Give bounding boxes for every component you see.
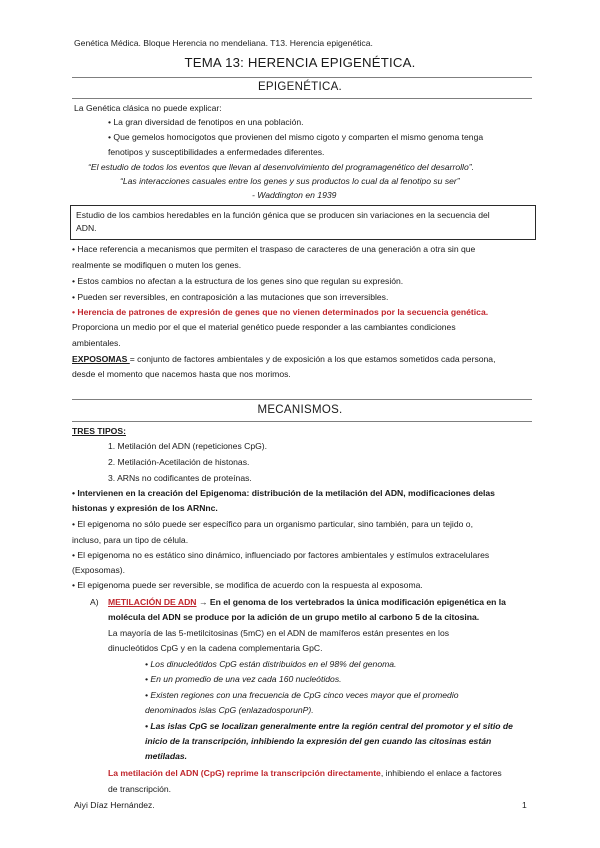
list-item: 1. Metilación del ADN (repeticiones CpG). bbox=[108, 441, 268, 451]
exposomas-term: EXPOSOMAS bbox=[72, 354, 130, 364]
item-a-title: METILACIÓN DE ADN bbox=[108, 597, 197, 607]
running-header: Genética Médica. Bloque Herencia no mendeliana. T13. Herencia epigenética. bbox=[74, 38, 373, 48]
list-item: • Las islas CpG se localizan generalmente entre la región central del promotor y el sitio de bbox=[145, 721, 513, 731]
highlight-point: • Herencia de patrones de expresión de genes que no vienen determinados por la secuencia genética. bbox=[72, 307, 489, 317]
divider bbox=[72, 77, 532, 78]
list-item: metiladas. bbox=[145, 751, 188, 761]
conclusion-rest: , inhibiendo el enlace a factores bbox=[380, 768, 502, 778]
bold-point: histonas y expresión de los ARNnc. bbox=[72, 503, 218, 513]
list-item: • El epigenoma puede ser reversible, se modifica de acuerdo con la respuesta al exposoma. bbox=[72, 580, 423, 590]
bold-point: • Intervienen en la creación del Epigenoma: distribución de la metilación del ADN, modificaciones delas bbox=[72, 488, 495, 498]
list-item: • La gran diversidad de fenotipos en una población. bbox=[108, 117, 304, 127]
list-item: • El epigenoma no sólo puede ser específico para un organismo particular, sino también, para un tejido o, bbox=[72, 519, 473, 529]
paragraph: Proporciona un medio por el que el material genético puede responder a las cambiantes condiciones bbox=[72, 322, 456, 332]
list-item: • Los dinucleótidos CpG están distribuidos en el 98% del genoma. bbox=[145, 659, 397, 669]
item-a-text: En el genoma de los vertebrados la única modificación epigenética en la bbox=[209, 597, 506, 607]
list-item: realmente se modifiquen o muten los genes. bbox=[72, 260, 242, 270]
list-item: 3. ARNs no codificantes de proteínas. bbox=[108, 473, 252, 483]
divider bbox=[72, 399, 532, 400]
section-heading-mecanismos: MECANISMOS. bbox=[257, 404, 343, 416]
paragraph: La mayoría de las 5-metilcitosinas (5mC) en el ADN de mamíferos están presentes en los bbox=[108, 628, 450, 638]
list-item: denominados islas CpG (enlazadosporunP). bbox=[145, 705, 314, 715]
conclusion-highlight: La metilación del ADN (CpG) reprime la transcripción directamente bbox=[108, 768, 381, 778]
list-item: (Exposomas). bbox=[72, 565, 126, 575]
list-item: 2. Metilación-Acetilación de histonas. bbox=[108, 457, 250, 467]
topic-title: TEMA 13: HERENCIA EPIGENÉTICA. bbox=[184, 55, 416, 70]
exposomas-def: = conjunto de factores ambientales y de exposición a los que estamos sometidos cada persona, bbox=[129, 354, 496, 364]
conclusion: de transcripción. bbox=[108, 784, 172, 794]
page-number: 1 bbox=[522, 800, 527, 810]
item-label: A) bbox=[90, 597, 99, 607]
paragraph: ambientales. bbox=[72, 338, 121, 348]
divider bbox=[72, 98, 532, 99]
item-a-text: molécula del ADN se produce por la adición de un grupo metilo al carbono 5 de la citosina. bbox=[108, 612, 480, 622]
list-item: • Existen regiones con una frecuencia de CpG cinco veces mayor que el promedio bbox=[145, 690, 459, 700]
arrow-icon: → bbox=[196, 597, 210, 607]
subheading: TRES TIPOS: bbox=[72, 426, 126, 436]
footer-author: Aiyi Díaz Hernández. bbox=[74, 800, 155, 810]
definition-text: ADN. bbox=[76, 223, 97, 233]
section-heading-epigenetica: EPIGENÉTICA. bbox=[257, 81, 343, 93]
intro-text: La Genética clásica no puede explicar: bbox=[74, 103, 222, 113]
list-item: • Estos cambios no afectan a la estructura de los genes sino que regulan su expresión. bbox=[72, 276, 404, 286]
list-item: • El epigenoma no es estático sino dinámico, influenciado por factores ambientales y estímulos extracelulares bbox=[72, 550, 490, 560]
quote: “Las interacciones casuales entre los genes y sus productos lo cual da al fenotipo su ser” bbox=[120, 176, 460, 186]
list-item: • Pueden ser reversibles, en contraposición a las mutaciones que son irreversibles. bbox=[72, 292, 389, 302]
list-item: • Que gemelos homocigotos que provienen del mismo cigoto y comparten el mismo genoma tenga bbox=[108, 132, 484, 142]
quote: “El estudio de todos los eventos que llevan al desenvolvimiento del programagenético del desarrollo”. bbox=[88, 162, 474, 172]
divider bbox=[72, 421, 532, 422]
quote-author: - Waddington en 1939 bbox=[252, 190, 337, 200]
definition-text: Estudio de los cambios heredables en la función génica que se producen sin variaciones en la secuencia del bbox=[76, 210, 490, 220]
exposomas-definition bbox=[72, 354, 495, 365]
conclusion bbox=[108, 768, 502, 779]
paragraph: dinucleótidos CpG y en la cadena complementaria GpC. bbox=[108, 643, 323, 653]
item-a-heading bbox=[108, 597, 506, 608]
list-item: • Hace referencia a mecanismos que permiten el traspaso de caracteres de una generación a otra sin que bbox=[72, 244, 476, 254]
list-item: inicio de la transcripción, inhibiendo la expresión del gen cuando las citosinas están bbox=[145, 736, 492, 746]
list-item: • En un promedio de una vez cada 160 nucleótidos. bbox=[145, 674, 342, 684]
list-item: fenotipos y susceptibilidades a enfermedades diferentes. bbox=[108, 147, 325, 157]
paragraph: desde el momento que nacemos hasta que nos morimos. bbox=[72, 369, 291, 379]
list-item: incluso, para un tipo de célula. bbox=[72, 535, 189, 545]
